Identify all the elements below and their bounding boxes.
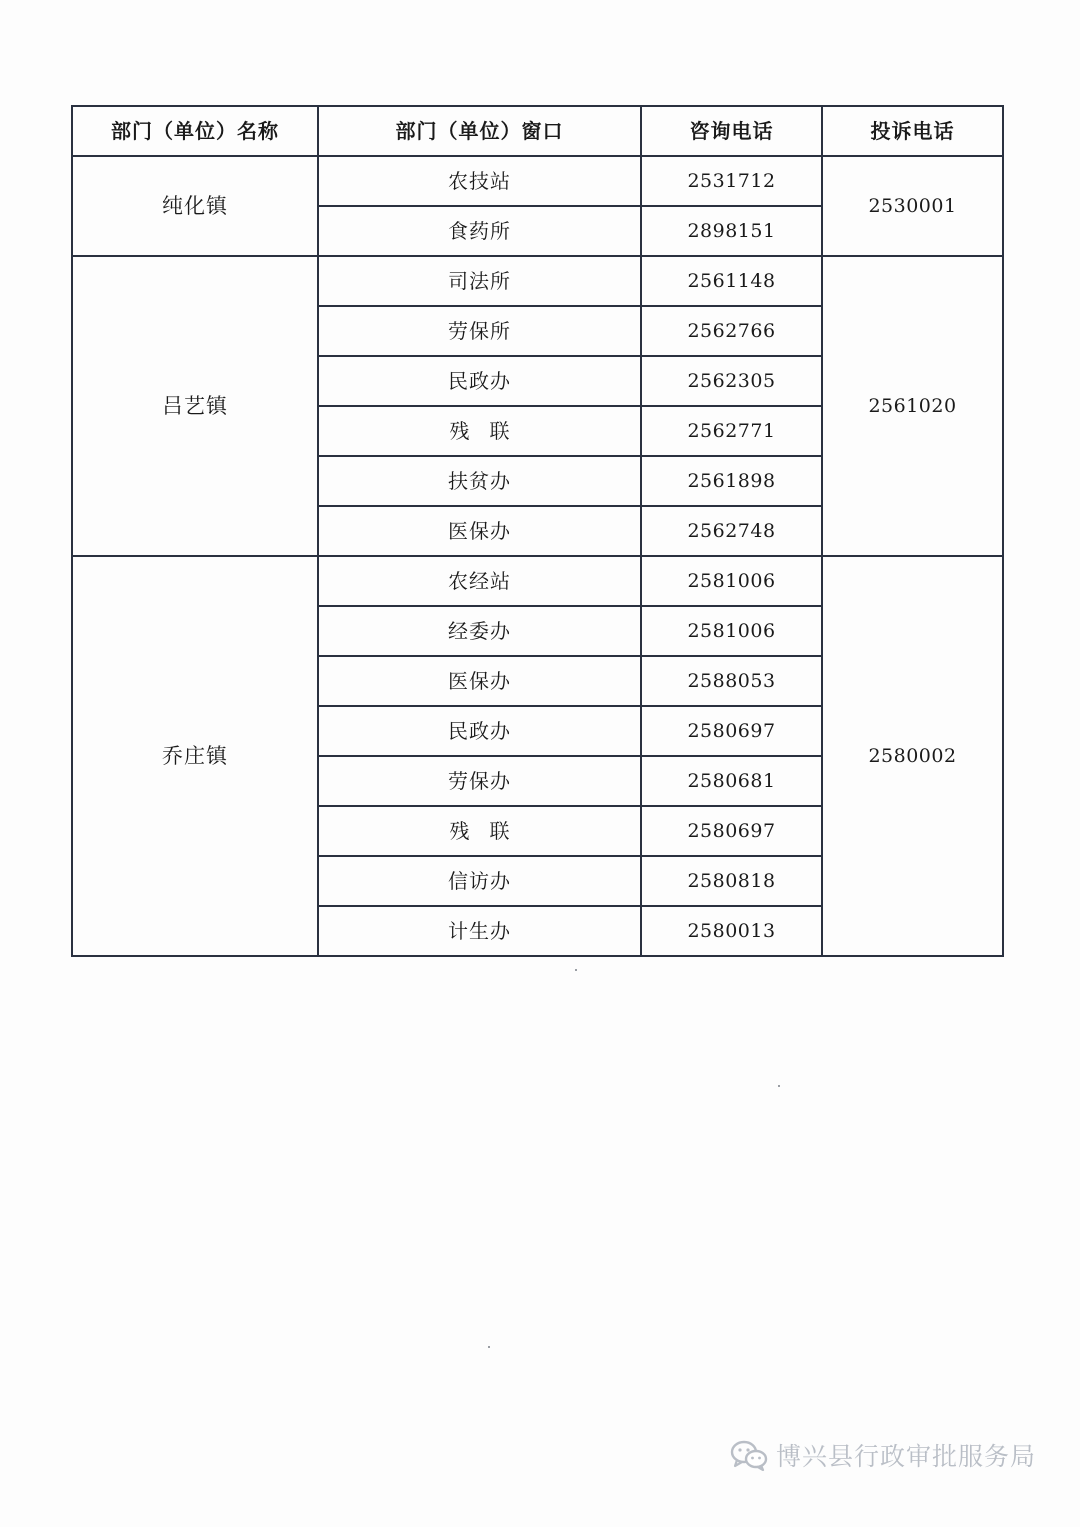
consult-phone: 2562771 [641,406,822,456]
consult-phone: 2531712 [641,156,822,206]
scan-speck [778,1085,780,1087]
header-department-window: 部门（单位）窗口 [318,106,641,156]
consult-phone: 2580697 [641,706,822,756]
window-name: 农经站 [318,556,641,606]
consult-phone: 2580681 [641,756,822,806]
consult-phone: 2588053 [641,656,822,706]
window-name: 残 联 [318,806,641,856]
window-name: 医保办 [318,656,641,706]
table-row [72,556,1003,606]
town-name: 乔庄镇 [72,556,318,956]
complaint-phone: 2530001 [822,156,1003,256]
window-name: 扶贫办 [318,456,641,506]
header-consult-phone: 咨询电话 [641,106,822,156]
contact-directory-table [71,105,1004,957]
consult-phone: 2580697 [641,806,822,856]
consult-phone: 2561148 [641,256,822,306]
window-name: 残 联 [318,406,641,456]
scan-speck [575,969,577,971]
consult-phone: 2580013 [641,906,822,956]
scan-speck [488,1346,490,1348]
consult-phone: 2562748 [641,506,822,556]
window-name: 计生办 [318,906,641,956]
watermark [730,1435,1036,1475]
window-name: 经委办 [318,606,641,656]
window-name: 民政办 [318,356,641,406]
window-name: 司法所 [318,256,641,306]
table-row [72,256,1003,306]
consult-phone: 2581006 [641,606,822,656]
consult-phone: 2580818 [641,856,822,906]
window-name: 信访办 [318,856,641,906]
consult-phone: 2562305 [641,356,822,406]
complaint-phone: 2561020 [822,256,1003,556]
window-name: 劳保办 [318,756,641,806]
consult-phone: 2561898 [641,456,822,506]
complaint-phone: 2580002 [822,556,1003,956]
table-body [72,156,1003,956]
window-name: 农技站 [318,156,641,206]
window-name: 医保办 [318,506,641,556]
window-name: 劳保所 [318,306,641,356]
consult-phone: 2581006 [641,556,822,606]
table-row [72,156,1003,206]
header-row [72,106,1003,156]
header-department-name: 部门（单位）名称 [72,106,318,156]
town-name: 纯化镇 [72,156,318,256]
header-complaint-phone: 投诉电话 [822,106,1003,156]
watermark-text: 博兴县行政审批服务局 [776,1442,1037,1471]
window-name: 民政办 [318,706,641,756]
consult-phone: 2898151 [641,206,822,256]
town-name: 吕艺镇 [72,256,318,556]
wechat-icon [730,1439,768,1471]
consult-phone: 2562766 [641,306,822,356]
window-name: 食药所 [318,206,641,256]
